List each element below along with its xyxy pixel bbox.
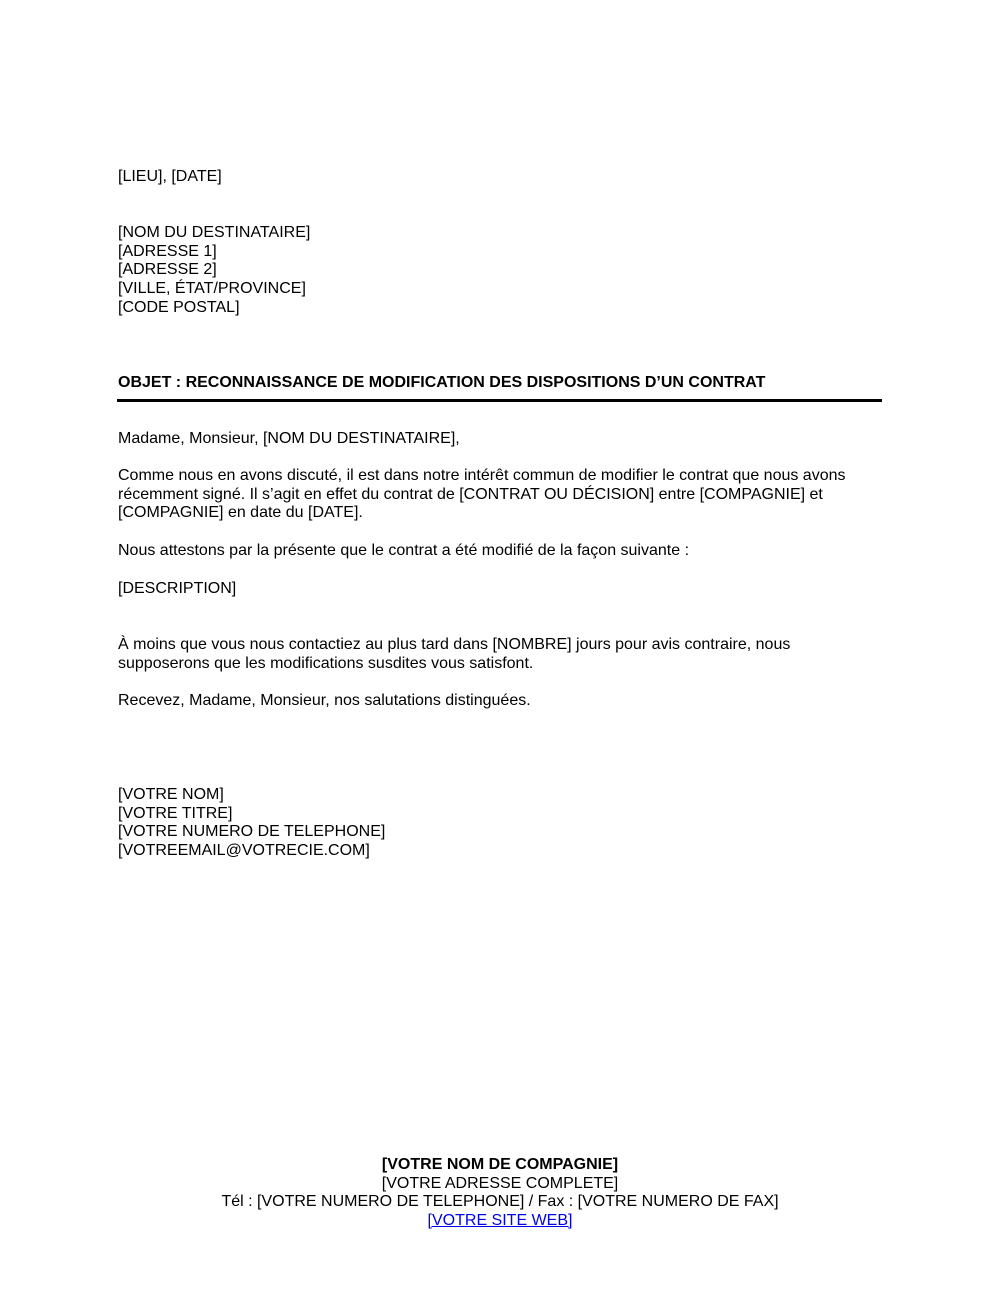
signature-title: [VOTRE TITRE]	[118, 804, 233, 822]
paragraph-3	[118, 636, 883, 673]
salutation-block	[118, 430, 883, 449]
footer-contact: Tél : [VOTRE NUMERO DE TELEPHONE] / Fax : [VOTRE NUMERO DE FAX]	[221, 1193, 779, 1211]
description-placeholder: [DESCRIPTION]	[118, 580, 237, 597]
paragraph-2-text: Nous attestons par la présente que le contrat a été modifié de la façon suivante :	[118, 542, 690, 559]
recipient-city-state: [VILLE, ÉTAT/PROVINCE]	[118, 280, 306, 298]
footer-address: [VOTRE ADRESSE COMPLETE]	[381, 1174, 619, 1192]
paragraph-1-line: Comme nous en avons discuté, il est dans notre intérêt commun de modifier le contrat que nous avons	[118, 467, 846, 484]
recipient-name: [NOM DU DESTINATAIRE]	[118, 224, 311, 241]
recipient-address-2: [ADRESSE 2]	[118, 261, 217, 279]
recipient-address-block	[118, 224, 883, 318]
salutation: Madame, Monsieur, [NOM DU DESTINATAIRE],	[118, 430, 460, 447]
closing-block	[118, 692, 883, 711]
paragraph-3-line: supposerons que les modifications susdites vous satisfont.	[118, 654, 534, 672]
footer-website-link[interactable]: [VOTRE SITE WEB]	[427, 1212, 573, 1230]
closing: Recevez, Madame, Monsieur, nos salutations distinguées.	[118, 692, 531, 709]
recipient-postal-code: [CODE POSTAL]	[118, 298, 240, 316]
signature-block	[118, 786, 883, 861]
paragraph-1	[118, 467, 883, 523]
letterhead-footer	[0, 1156, 1000, 1231]
subject-divider	[117, 399, 882, 402]
signature-name: [VOTRE NOM]	[118, 786, 224, 803]
paragraph-2	[118, 542, 883, 561]
paragraph-1-line: récemment signé. Il s’agit en effet du contrat de [CONTRAT OU DÉCISION] entre [COMPAGNIE] et	[118, 485, 823, 503]
recipient-address-1: [ADRESSE 1]	[118, 242, 217, 260]
signature-email: [VOTREEMAIL@VOTRECIE.COM]	[118, 842, 370, 860]
paragraph-3-line: À moins que vous nous contactiez au plus tard dans [NOMBRE] jours pour avis contraire, nous	[118, 636, 791, 653]
signature-phone: [VOTRE NUMERO DE TELEPHONE]	[118, 823, 386, 841]
place-date-block	[118, 168, 883, 187]
place-date: [LIEU], [DATE]	[118, 168, 222, 185]
subject-heading: OBJET : RECONNAISSANCE DE MODIFICATION DES DISPOSITIONS D’UN CONTRAT	[118, 374, 766, 391]
paragraph-1-line: [COMPAGNIE] en date du [DATE].	[118, 504, 363, 522]
description-block	[118, 580, 883, 599]
footer-company-name: [VOTRE NOM DE COMPAGNIE]	[381, 1156, 619, 1173]
